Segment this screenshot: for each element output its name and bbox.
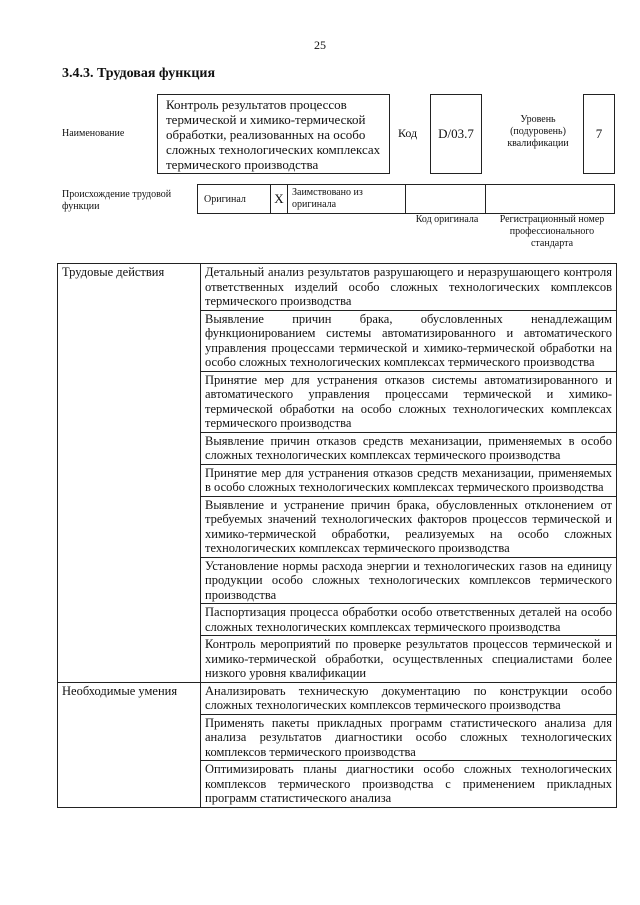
- reg-number-cell: [485, 184, 615, 214]
- page-number: 25: [314, 38, 326, 52]
- borrowed-cell: [287, 184, 405, 214]
- name-label: Наименование: [62, 128, 125, 139]
- original-mark: X: [274, 191, 284, 206]
- table-row: [58, 264, 617, 311]
- code-original-caption: Код оригинала: [415, 214, 479, 225]
- code-value: D/03.7: [438, 126, 474, 141]
- table-row: [58, 682, 617, 714]
- requirements-table-body: [58, 264, 617, 808]
- table-item: Выявление и устранение причин брака, обусловленных отклонением от требуемых значений технологических факторов процессов термической и химико-термической обработки, реализуемых на особо сложных технологических комплексах термического производства: [201, 496, 617, 557]
- code-original-cell: [405, 184, 485, 214]
- original-mark-cell: [270, 184, 287, 214]
- table-item: Установление нормы расхода энергии и технологических газов на единицу продукции особо сложных технологических комплексов термического производства: [201, 557, 617, 604]
- code-label: Код: [398, 126, 418, 140]
- table-item: Детальный анализ результатов разрушающего и неразрушающего контроля ответственных изделий особо сложных технологических комплексов термического производства: [201, 264, 617, 311]
- level-label: Уровень (подуровень) квалификации: [507, 114, 569, 149]
- origin-grid: [197, 184, 615, 214]
- table-item: Оптимизировать планы диагностики особо сложных технологических комплексов термического производства с применением прикладных программ статистического анализа: [201, 761, 617, 808]
- code-box: [430, 94, 482, 174]
- requirements-table: [57, 263, 617, 808]
- origin-label: Происхождение трудовой функции: [62, 189, 172, 212]
- function-name-box: [157, 94, 390, 174]
- table-item: Применять пакеты прикладных программ статистического анализа для анализа результатов диагностики особо сложных технологических комплексов термического производства: [201, 714, 617, 761]
- table-item: Контроль мероприятий по проверке результатов процессов термической и химико-термической обработки, осуществленных специалистами более низкого уровня квалификации: [201, 636, 617, 683]
- reg-number-caption: Регистрационный номер профессионального стандарта: [499, 214, 605, 249]
- section-title: 3.4.3. Трудовая функция: [62, 66, 216, 81]
- section-label: Необходимые умения: [58, 682, 201, 807]
- table-item: Принятие мер для устранения отказов средств механизации, применяемых в особо сложных технологических комплексах термического производства: [201, 464, 617, 496]
- borrowed-label: Заимствовано из оригинала: [292, 187, 363, 210]
- table-item: Паспортизация процесса обработки особо ответственных деталей на особо сложных технологических комплексах термического производства: [201, 604, 617, 636]
- table-item: Анализировать техническую документацию по конструкции особо сложных технологических комплексов термического производства: [201, 682, 617, 714]
- level-box: [583, 94, 615, 174]
- section-label: Трудовые действия: [58, 264, 201, 683]
- original-cell: [197, 184, 270, 214]
- level-value: 7: [595, 126, 603, 141]
- table-item: Выявление причин брака, обусловленных ненадлежащим функционированием системы автоматизированного и автоматического управления процессами термической и химико-термической обработки на особо сложных технологических комплексах термического производства: [201, 310, 617, 371]
- table-item: Выявление причин отказов средств механизации, применяемых в особо сложных технологических комплексах термического производства: [201, 432, 617, 464]
- original-label: Оригинал: [204, 193, 246, 205]
- table-item: Принятие мер для устранения отказов системы автоматизированного и автоматического управления процессами термической и химико-термической обработки на особо сложных технологических комплексах термического производства: [201, 371, 617, 432]
- function-name-value: Контроль результатов процессов термической и химико-термической обработки, реализованных на особо сложных технологических комплексах термического производства: [166, 97, 381, 172]
